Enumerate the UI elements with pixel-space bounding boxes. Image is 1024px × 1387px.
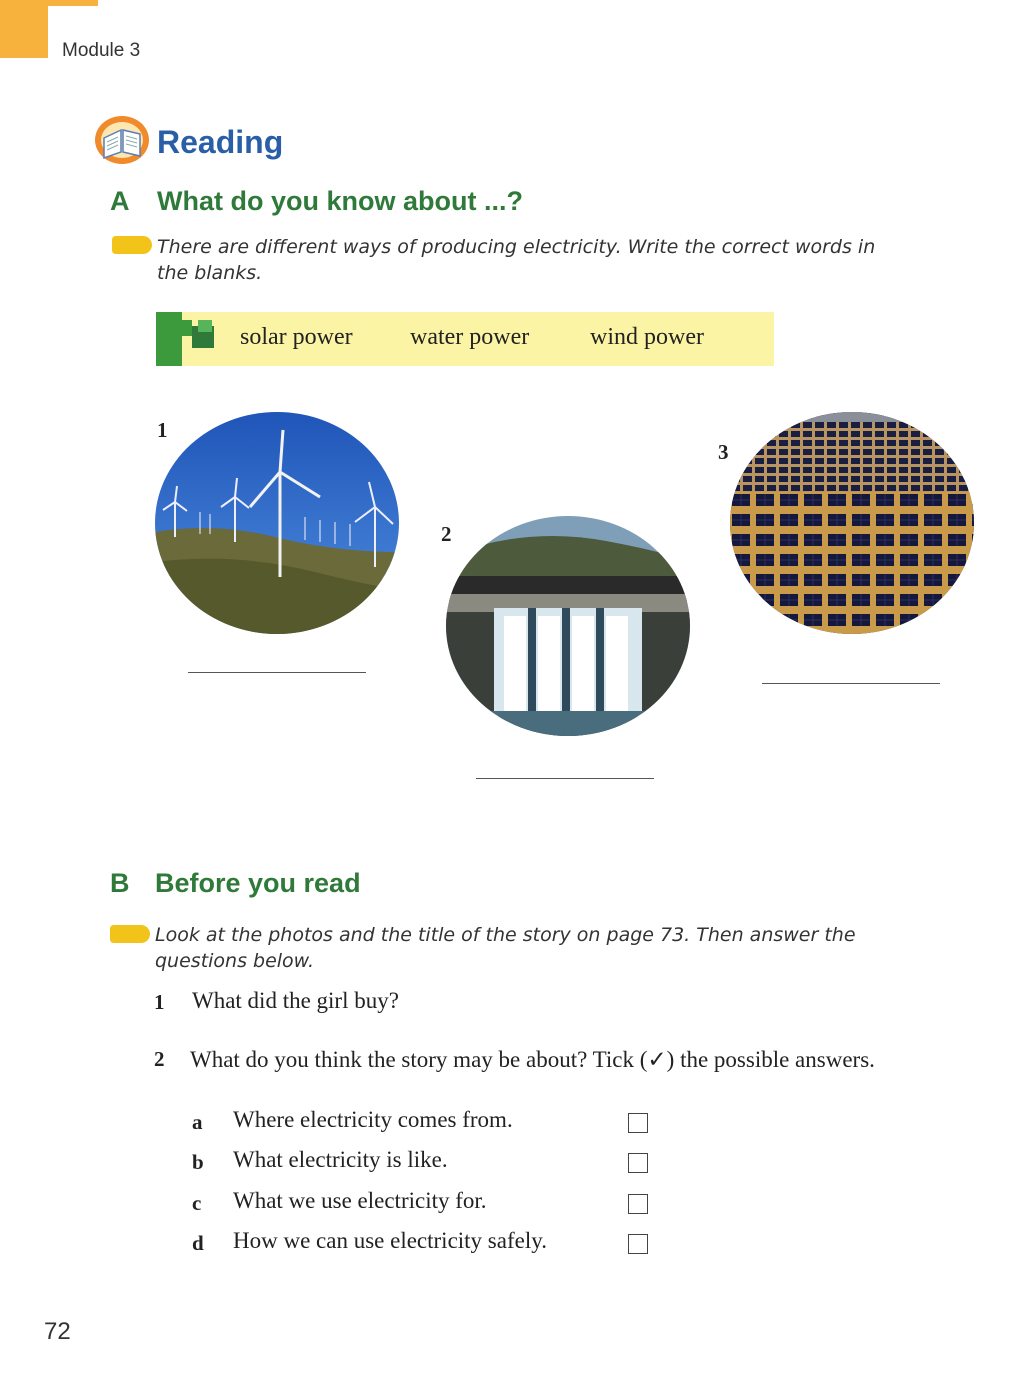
option-text: Where electricity comes from. [233, 1107, 513, 1132]
question-text: What do you think the story may be about? Tick (✓) the possible answers. [190, 1047, 875, 1072]
corner-decoration-strip [48, 0, 98, 6]
corner-decoration [0, 0, 48, 58]
solar-panels-photo [730, 412, 974, 634]
picture-number: 1 [157, 418, 168, 442]
question-text: What did the girl buy? [192, 988, 399, 1013]
dam-photo [446, 516, 690, 736]
page-number: 72 [44, 1318, 71, 1345]
section-b-title: Before you read [155, 868, 361, 898]
option-letter: c [192, 1191, 202, 1215]
section-a-title: What do you know about ...? [157, 186, 523, 216]
question-number: 2 [154, 1047, 165, 1071]
word-box-decor [176, 320, 192, 336]
word-option: wind power [590, 324, 704, 350]
option-letter: a [192, 1110, 203, 1134]
option-text: How we can use electricity safely. [233, 1228, 547, 1253]
section-a-instruction: There are different ways of producing electricity. Write the correct words in the blanks. [157, 236, 876, 284]
answer-blank-1[interactable] [188, 672, 366, 673]
option-checkbox[interactable] [628, 1113, 648, 1133]
option-text: What electricity is like. [233, 1147, 448, 1172]
reading-title: Reading [157, 124, 284, 160]
word-option: solar power [240, 324, 353, 350]
answer-blank-2[interactable] [476, 778, 654, 779]
module-label: Module 3 [62, 40, 141, 61]
word-option: water power [410, 324, 530, 350]
option-checkbox[interactable] [628, 1153, 648, 1173]
option-letter: b [192, 1150, 204, 1174]
section-b-instruction: Look at the photos and the title of the story on page 73. Then answer the questions below. [155, 924, 856, 972]
option-checkbox[interactable] [628, 1194, 648, 1214]
answer-blank-3[interactable] [762, 683, 940, 684]
picture-number: 3 [718, 440, 729, 464]
picture-number: 2 [441, 522, 452, 546]
option-checkbox[interactable] [628, 1234, 648, 1254]
word-box-decor [198, 320, 212, 332]
reading-book-icon [94, 114, 150, 166]
option-text: What we use electricity for. [233, 1188, 487, 1213]
wind-turbines-photo [155, 412, 399, 634]
instruction-marker-icon [112, 236, 152, 254]
section-a-letter: A [110, 186, 130, 216]
question-number: 1 [154, 990, 165, 1014]
instruction-marker-icon [110, 925, 150, 943]
section-b-letter: B [110, 868, 130, 898]
option-letter: d [192, 1231, 204, 1255]
